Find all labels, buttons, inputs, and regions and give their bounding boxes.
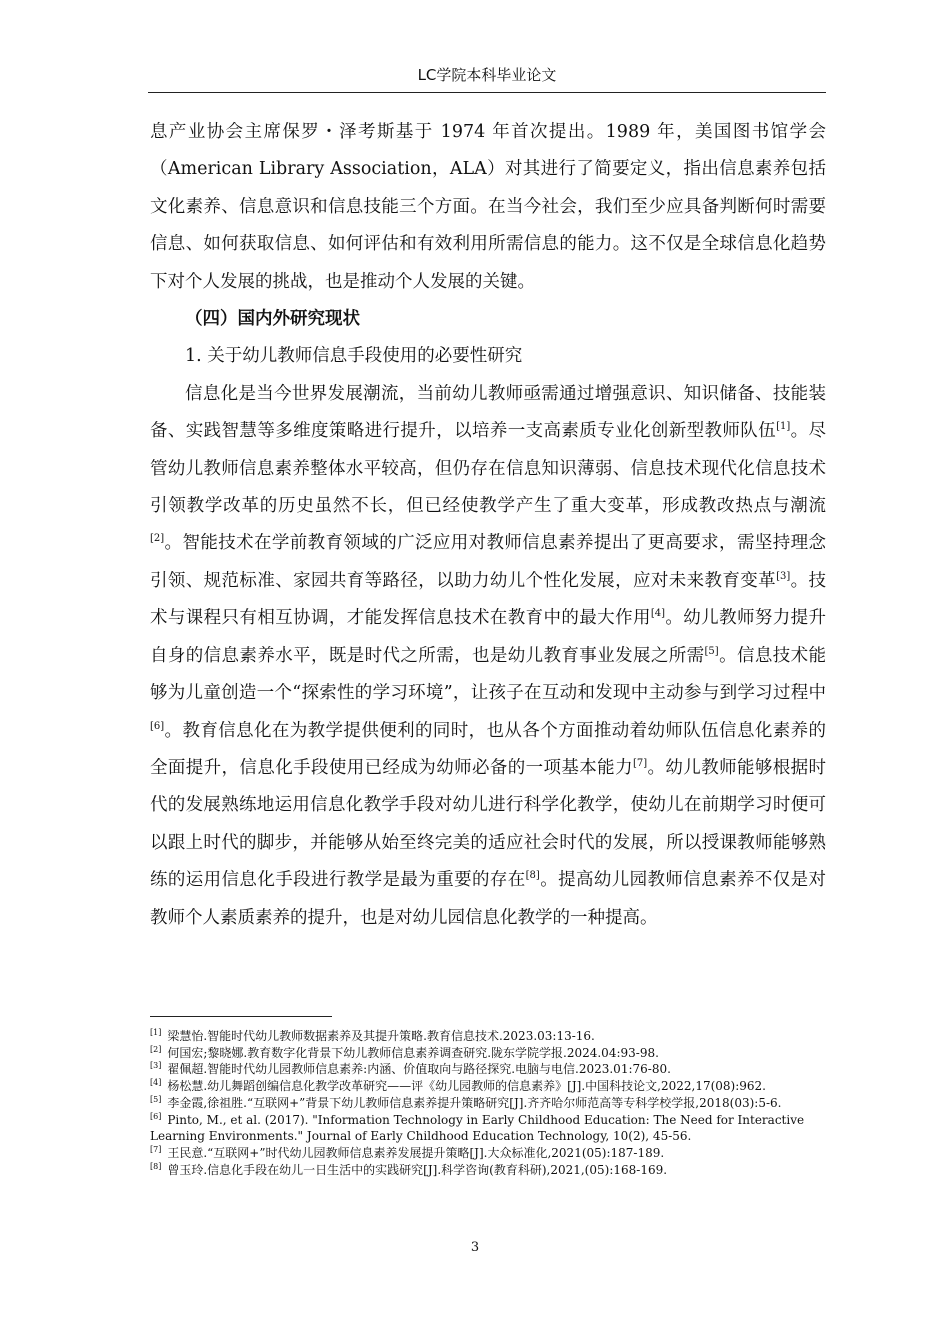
citation-ref[interactable]: [7] [632, 758, 648, 770]
footnote-item [150, 1095, 826, 1112]
footnote-text: Pinto, M., et al. (2017). "Information Technology in Early Childhood Education: The Need for Interactive Learning Environments." Journal of Early Childhood Education Technology, 10(2), 45-56. [150, 1112, 805, 1144]
paragraph-segment: 信息化是当今世界发展潮流，当前幼儿教师亟需通过增强意识、知识储备、技能装备、实践智慧等多维度策略进行提升，以培养一支高素质专业化创新型教师队伍 [150, 383, 826, 442]
footnote-text: 杨松慧.幼儿舞蹈创编信息化教学改革研究——评《幼儿园教师的信息素养》[J].中国科技论文,2022,17(08):962. [167, 1079, 766, 1094]
main-paragraph [150, 376, 826, 937]
footnote-text: 王民意.“互联网+”时代幼儿园教师信息素养发展提升策略[J].大众标准化,2021(05):187-189. [167, 1145, 665, 1160]
paragraph-segment: 。信息技术能够为儿童创造一个“探索性的学习环境”，让孩子在互动和发现中主动参与到学习过程中 [150, 645, 827, 704]
paragraph-segment: 。提高幼儿园教师信息素养不仅是对教师个人素质素养的提升，也是对幼儿园信息化教学的一种提高。 [150, 870, 827, 928]
footnote-divider [150, 1016, 332, 1017]
page-number: 3 [470, 1240, 480, 1255]
footnote-text: 曾玉玲.信息化手段在幼儿一日生活中的实践研究[J].科学咨询(教育科研),2021,(05):168-169. [167, 1162, 668, 1177]
paragraph-segment: 。教育信息化在为教学提供便利的同时，也从各个方面推动着幼师队伍信息化素养的全面提升，信息化手段使用已经成为幼师必备的一项基本能力 [150, 720, 826, 778]
footnote-item [150, 1162, 826, 1179]
citation-ref[interactable]: [6] [150, 720, 165, 732]
subsection-heading: 1. 关于幼儿教师信息手段使用的必要性研究 [185, 346, 523, 367]
section-heading: （四）国内外研究现状 [185, 309, 360, 330]
paragraph-segment: 。智能技术在学前教育领域的广泛应用对教师信息素养提出了更高要求，需坚持理念引领、规范标准、家园共育等路径，以助力幼儿个性化发展，应对未来教育变革 [150, 533, 826, 591]
footnote-label: [4] [150, 1078, 162, 1088]
paragraph-segment: 。幼儿教师能够根据时代的发展熟练地运用信息化教学手段对幼儿进行科学化教学，使幼儿在前期学习时便可以跟上时代的脚步，并能够从始至终完美的适应社会时代的发展，所以授课教师能够熟练的运用信息化手段进行教学是最为重要的存在 [150, 757, 827, 891]
paragraph-segment: 。尽管幼儿教师信息素养整体水平较高，但仍存在信息知识薄弱、信息技术现代化信息技术引领教学改革的历史虽然不长，但已经使教学产生了重大变革，形成教改热点与潮流 [150, 421, 827, 517]
footnote-label: [3] [150, 1061, 162, 1071]
body-text [150, 114, 826, 937]
footnotes [150, 1028, 826, 1178]
footnote-text: 翟佩超.智能时代幼儿园教师信息素养:内涵、价值取向与路径探究.电脑与电信.2023.01:76-80. [167, 1062, 671, 1077]
footnote-label: [2] [150, 1044, 162, 1054]
footnote-text: 何国宏;黎晓娜.教育数字化背景下幼儿教师信息素养调查研究.陇东学院学报.2024.04:93-98. [167, 1045, 659, 1060]
citation-ref[interactable]: [3] [776, 571, 791, 583]
footnote-item [150, 1045, 826, 1062]
footnote-label: [8] [150, 1161, 162, 1171]
footnote-item [150, 1145, 826, 1162]
page-header [148, 62, 826, 93]
footnote-label: [1] [150, 1028, 162, 1037]
intro-paragraph: 息产业协会主席保罗・泽考斯基于 1974 年首次提出。1989 年，美国图书馆学会（American Library Association，ALA）对其进行了简要定义，指出信息素养包括文化素养、信息意识和信息技能三个方面。在当今社会，我们至少应具备判断何时需要信息、如何获取信息、如何评估和有效利用所需信息的能力。这不仅是全球信息化趋势下对个人发展的挑战，也是推动个人发展的关键。 [150, 122, 826, 292]
footnote-label: [5] [150, 1094, 162, 1104]
citation-ref[interactable]: [1] [776, 421, 791, 433]
paragraph-segment: 。技术与课程只有相互协调，才能发挥信息技术在教育中的最大作用 [150, 570, 827, 629]
footnote-label: [6] [150, 1111, 162, 1121]
footnote-label: [7] [150, 1144, 162, 1154]
footnote-text: 梁慧怡.智能时代幼儿教师数据素养及其提升策略.教育信息技术.2023.03:13-16. [167, 1029, 595, 1043]
footnote-item [150, 1078, 826, 1095]
header-title: LC学院本科毕业论文 [417, 66, 557, 84]
footnote-text: 李金霞,徐祖胜.“互联网+”背景下幼儿教师信息素养提升策略研究[J].齐齐哈尔师范高等专科学校学报,2018(03):5-6. [167, 1095, 782, 1110]
citation-ref[interactable]: [8] [525, 870, 540, 882]
citation-ref[interactable]: [2] [150, 533, 165, 545]
footnote-item [150, 1061, 826, 1078]
paragraph-segment: 。幼儿教师努力提升自身的信息素养水平，既是时代之所需，也是幼儿教育事业发展之所需 [150, 608, 827, 666]
citation-ref[interactable]: [5] [704, 645, 719, 657]
footnote-item [150, 1028, 826, 1045]
footnote-item [150, 1112, 826, 1145]
citation-ref[interactable]: [4] [650, 608, 666, 620]
